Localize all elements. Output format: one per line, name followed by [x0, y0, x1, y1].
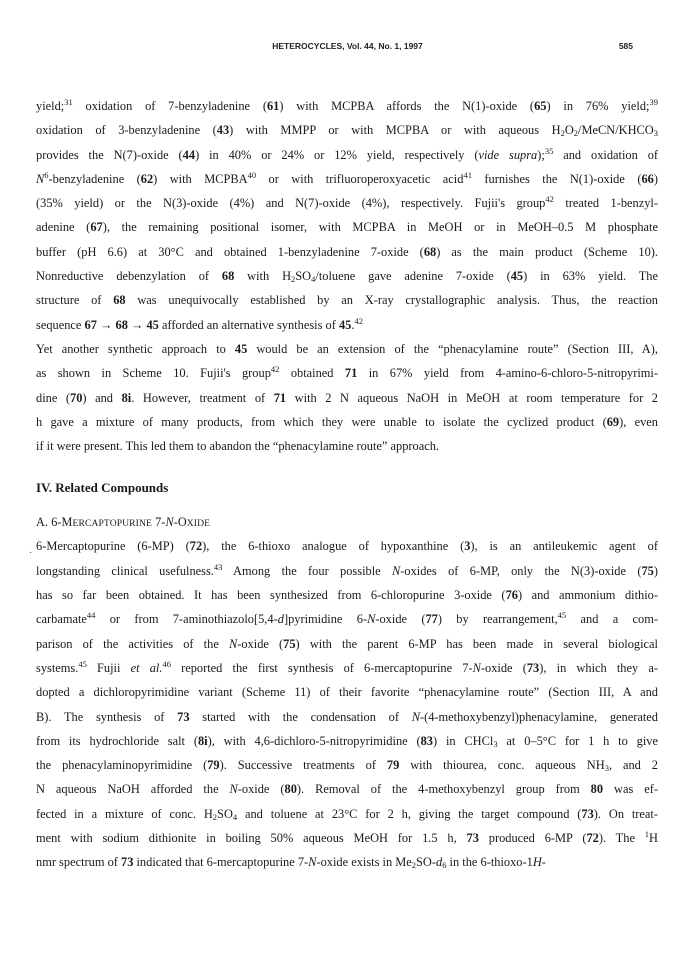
text-line: 6-Mercaptopurine (6-MP) (72), the 6-thioxo analogue of hypoxanthine (3), is an antileukemic agent of	[36, 539, 658, 554]
text-line: yield;$^{31}$ oxidation of 7-benzyladenine (61) with MCPBA affords the N(1)-oxide (65) in 76% yield;$^{39}$	[36, 97, 658, 113]
text-line: N aqueous NaOH afforded the N-oxide (80). Removal of the 4-methoxybenzyl group from 80 was ef-	[36, 782, 658, 797]
text-line: longstanding clinical usefulness.$^{43}$ Among the four possible N-oxides of 6-MP, only the N(3)-oxide (75)	[36, 561, 658, 578]
text-line: B). The synthesis of 73 started with the condensation of N-(4-methoxybenzyl)phenacylamine, generated	[36, 709, 658, 724]
text-line: $N^6$-benzyladenine (62) with MCPBA$^{40}$ or with trifluoroperoxyacetic acid$^{41}$ furnishes the N(1)-oxide (66)	[36, 169, 658, 186]
page-number: 585	[618, 41, 633, 51]
text-line: nmr spectrum of 73 indicated that 6-mercaptopurine 7-N-oxide exists in $Me_2SO-d_6$ in the 6-thioxo-1H-	[36, 855, 546, 871]
text-line: dopted a dichloropyrimidine variant (Scheme 11) of their favorite “phenacylamine route” (Section III, A and	[36, 685, 658, 700]
text-line: if it were present. This led them to abandon the “phenacylamine route” approach.	[36, 439, 440, 454]
text-line: carbamate$^{44}$ or from 7-aminothiazolo[5,4-d]pyrimidine 6-N-oxide (77) by rearrangement,$^{45}$ and a com-	[36, 610, 658, 627]
text-line: from its hydrochloride salt (8i), with 4,6-dichloro-5-nitropyrimidine (83) in CHCl$_3$ at 0–5°C for 1 h to give	[36, 733, 658, 749]
text-line: parison of the activities of the N-oxide (75) with the parent 6-MP has been made in several biological	[36, 636, 658, 651]
paragraph-oxidation-benzyladenines	[36, 94, 658, 337]
text-line: as shown in Scheme 10. Fujii's group$^{42}$ obtained 71 in 67% yield from 4-amino-6-chloro-5-nitropyrimi-	[36, 364, 658, 381]
text-line: Nonreductive debenzylation of 68 with $H_2SO_4$/toluene gave adenine 7-oxide (45) in 63% yield. The	[36, 269, 658, 285]
subsection-heading: A. 6-MERCAPTOPURINE 7-N-OXIDE	[36, 515, 211, 530]
text-line: oxidation of 3-benzyladenine (43) with MMPP or with MCPBA or with aqueous $H_2O_2/MeCN/KHCO_3$	[36, 123, 659, 139]
paragraph-mercaptopurine	[36, 534, 658, 874]
text-line: provides the N(7)-oxide (44) in 40% or 24% or 12% yield, respectively (vide supra);$^{35}$ and oxidation of	[36, 145, 659, 162]
text-line: sequence 67 → 68 → 45 afforded an alternative synthesis of 45.42	[36, 315, 363, 332]
section-heading: IV. Related Compounds	[36, 480, 169, 496]
text-line: ment with sodium dithionite in boiling 50% aqueous MeOH for 1.5 h, 73 produced 6-MP (72). The $^1$H	[36, 829, 658, 846]
text-line: fected in a mixture of conc. $H_2SO_4$ and toluene at 23°C for 2 h, giving the target compound (73). On treat-	[36, 806, 658, 822]
text-line: dine (70) and 8i. However, treatment of 71 with 2 N aqueous NaOH in MeOH at room temperature for 2	[36, 390, 658, 405]
text-line: Yet another synthetic approach to 45 would be an extension of the “phenacylamine route” (Section III, A),	[36, 341, 658, 356]
margin-mark: ·	[29, 548, 33, 559]
text-line: systems.$^{45}$ Fujii et al.$^{46}$ reported the first synthesis of 6-mercaptopurine 7-N-oxide (73), in which they a-	[36, 658, 658, 675]
text-line: has so far been obtained. It has been synthesized from 6-chloropurine 3-oxide (76) and ammonium dithio-	[36, 588, 658, 603]
text-line: buffer (pH 6.6) at 30°C and obtained 1-benzyladenine 7-oxide (68) as the main product (Scheme 10).	[36, 244, 658, 259]
journal-citation: HETEROCYCLES, Vol. 44, No. 1, 1997	[272, 41, 423, 51]
text-line: adenine (67), the remaining positional isomer, with MCPBA in MeOH or in MeOH–0.5 M phosphate	[36, 220, 658, 235]
paragraph-phenacylamine-route	[36, 337, 658, 458]
text-line: structure of 68 was unequivocally established by an X-ray crystallographic analysis. Thus, the reaction	[36, 293, 658, 308]
article-body	[36, 94, 658, 875]
text-line: (35% yield) or the N(3)-oxide (4%) and N(7)-oxide (4%), respectively. Fujii's group$^{42}$ treated 1-benzyl-	[36, 194, 658, 211]
text-line: the phenacylaminopyrimidine (79). Successive treatments of 79 with thiourea, conc. aqueous $NH_3$, and 2	[36, 758, 658, 774]
text-line: h gave a mixture of many products, from which they were unable to isolate the cyclized product (69), even	[36, 414, 658, 429]
running-head	[0, 41, 695, 55]
